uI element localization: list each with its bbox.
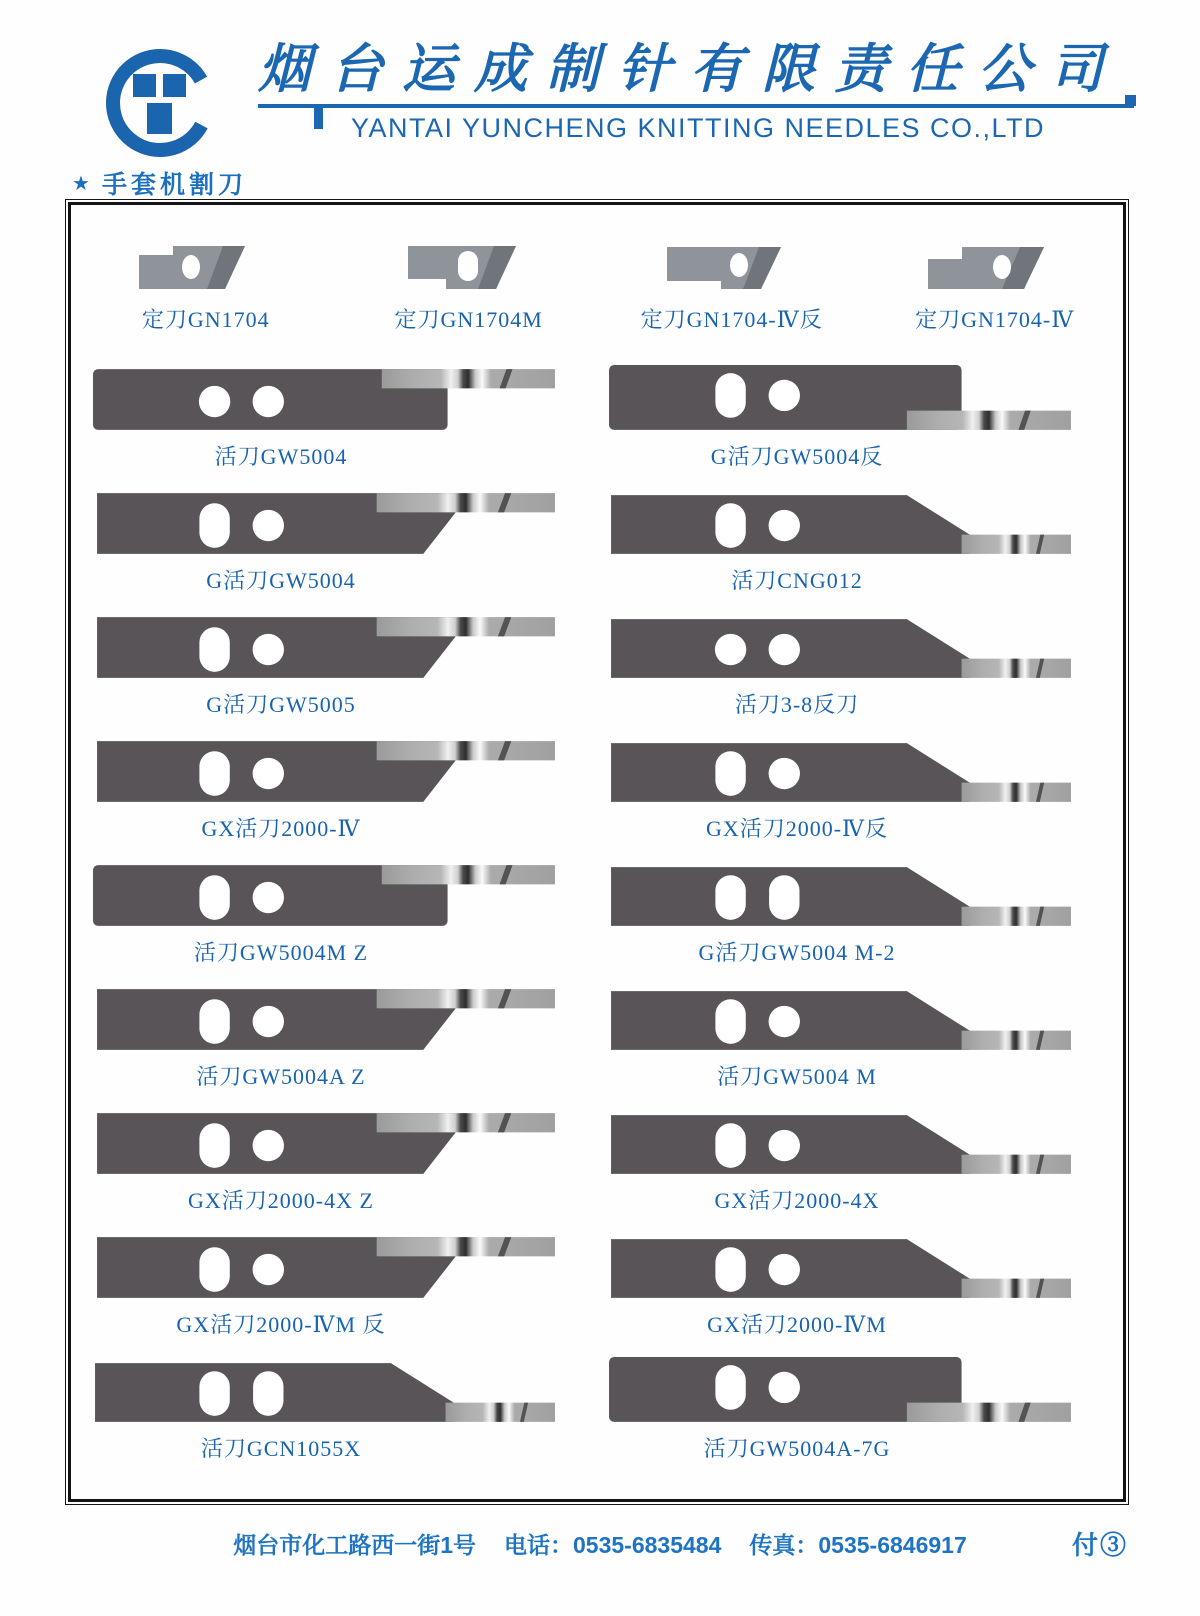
blade-item [607,853,1123,977]
blade-label: 定刀GN1704-Ⅳ反 [640,307,823,332]
blade-image-strip-top [91,363,557,436]
blade-image-strip-top-bevel [91,735,557,808]
footer-fax-number: 0535-6846917 [818,1531,967,1558]
blade-image-shoulder [607,611,1073,684]
blade-label: 定刀GN1704-Ⅳ [915,307,1075,332]
page-footer [0,1518,1200,1568]
blade-image-strip-bottom [607,1355,1073,1428]
blade-label: GX活刀2000-4X Z [188,1188,374,1213]
blade-item [866,239,1123,357]
blade-item [91,1225,607,1349]
company-name-zh: 烟台运成制针有限责任公司 [258,41,1122,99]
blade-item [71,239,340,357]
blade-image-shoulder [607,859,1073,932]
footer-fax-label: 传真： [749,1531,819,1558]
blade-label: 活刀GW5004 [214,444,348,469]
blade-label: 活刀CNG012 [731,568,863,593]
blade-label: 活刀GCN1055X [200,1436,362,1461]
blade-image-gn1704iv-fan [657,239,807,297]
blade-label: 活刀GW5004M Z [193,940,369,965]
blade-item [607,357,1123,481]
blade-item [607,1225,1123,1349]
blade-item [91,1349,607,1473]
blade-label: GX活刀2000-ⅣM 反 [176,1312,386,1337]
blade-label: 活刀GW5004A-7G [703,1436,891,1461]
blade-item [91,605,607,729]
blade-image-shoulder [607,1107,1073,1180]
star-icon: ★ [72,172,90,195]
blade-item [91,357,607,481]
blade-image-shoulder [607,1231,1073,1304]
blade-label: GX活刀2000-Ⅳ [201,816,361,841]
blade-label: 活刀GW5004A Z [196,1064,366,1089]
footer-fax [749,1527,966,1560]
blade-label: GX活刀2000-ⅣM [707,1312,887,1337]
blade-label: 活刀GW5004 M [717,1064,877,1089]
blade-label: G活刀GW5005 [206,692,356,717]
blade-item [607,481,1123,605]
section-title [72,165,247,201]
blade-label: G活刀GW5004反 [710,444,884,469]
blade-image-strip-top-bevel [91,1231,557,1304]
blade-image-strip-top-bevel [91,487,557,560]
blade-image-strip-top-bevel [91,611,557,684]
fixed-blade-row [71,239,1123,357]
blade-image-strip-top-bevel [91,983,557,1056]
header-text-block [258,40,1138,144]
blade-label: GX活刀2000-Ⅳ反 [705,816,889,841]
footer-phone-number: 0535-6835484 [573,1531,722,1558]
blade-item [91,481,607,605]
blade-item [91,853,607,977]
blade-image-strip-top [91,859,557,932]
blade-item [91,977,607,1101]
blade-item [340,239,597,357]
page-header [0,0,1200,170]
blade-item [607,1101,1123,1225]
blade-label: G活刀GW5004 M-2 [698,940,896,965]
blade-label: 活刀3-8反刀 [734,692,860,717]
blade-item [607,1349,1123,1473]
blade-label: 定刀GN1704M [394,307,543,332]
blade-image-gn1704m [394,239,544,297]
footer-address: 烟台市化工路西一街1号 [233,1531,477,1558]
blade-image-gn1704iv [920,239,1070,297]
blade-image-shoulder [607,487,1073,560]
blade-label: 定刀GN1704 [141,307,270,332]
blade-label: G活刀GW5004 [206,568,356,593]
blade-image-shoulder [607,735,1073,808]
footer-phone [504,1527,721,1560]
section-title-text: 手套机割刀 [101,171,247,199]
footer-phone-label: 电话： [504,1531,574,1558]
catalog-board [68,202,1126,1502]
company-name-en: YANTAI YUNCHENG KNITTING NEEDLES CO.,LTD [350,113,1046,143]
blade-image-gn1704 [131,239,281,297]
blade-item [91,1101,607,1225]
logo-ring-icon [98,38,228,168]
page-number: 付③ [1071,1530,1128,1560]
blade-image-strip-bottom [607,363,1073,436]
movable-blade-grid [71,357,1123,1473]
blade-item [607,977,1123,1101]
blade-item [597,239,866,357]
blade-image-shoulder [607,983,1073,1056]
blade-item [607,729,1123,853]
header-rule [258,104,1134,108]
company-logo-icon [98,38,228,168]
blade-image-strip-top-bevel [91,1107,557,1180]
blade-item [607,605,1123,729]
blade-label: GX活刀2000-4X [714,1188,880,1213]
blade-item [91,729,607,853]
blade-image-shoulder [91,1355,557,1428]
